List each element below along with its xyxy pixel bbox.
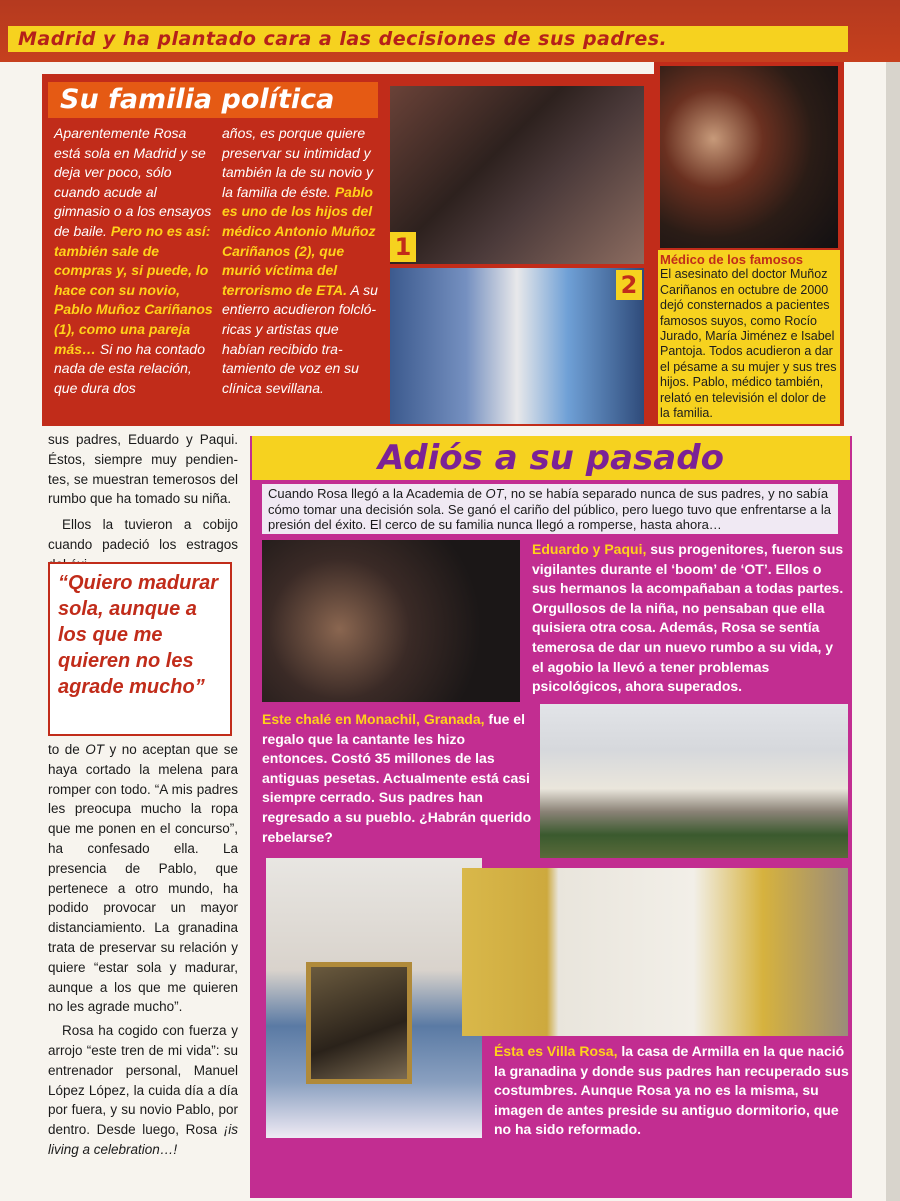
left-p3-rest: y no aceptan que se haya cortado la melena para romper con todo. “A mis padres les preocupa mucho la ropa que me ponen en el concurso”, ha confesado ella. La presencia de Pablo, que pertenece a otro mundo, ha podido provocar un mayor distanciamiento. La granadina trata de preservar su relación y quiere “estar sola y madurar, aunque a los que me quieren no les agrade mucho”. bbox=[48, 742, 239, 1015]
intro-start: Cuando Rosa llegó a la Academia de bbox=[268, 486, 486, 501]
framed-portrait bbox=[306, 962, 412, 1084]
left-paragraph-2: Ellos la tuvieron a cobijo cuando padeció los estragos bbox=[48, 517, 238, 552]
left-p3-start: to de bbox=[48, 742, 86, 757]
eduardo-lead: Eduardo y Paqui, bbox=[532, 541, 647, 557]
eduardo-caption bbox=[532, 540, 844, 697]
adios-intro bbox=[262, 484, 838, 534]
chalet-photo bbox=[540, 704, 848, 858]
familia-title: Su familia política bbox=[48, 82, 378, 118]
intro-ot: OT bbox=[485, 486, 504, 501]
familia-col1-text-a: Aparentemente Rosa está sola en Madrid y se deja ver poco, sólo cuando acude al gimnasio o a los ensayos de baile. bbox=[54, 125, 212, 239]
left-p4-italic: ¡is living a celebration…! bbox=[48, 1122, 238, 1157]
parents-photo bbox=[262, 540, 520, 702]
left-p4-text: Rosa ha cogido con fuerza y arrojo “este tren de mi vida”: su entrenador personal, Manuel López López, la cuida día a día por fuera, y su novio Pablo, por dentro. Desde luego, Rosa bbox=[48, 1023, 238, 1138]
familia-col2-highlight: Pablo es uno de los hijos del médico Antonio Muñoz Cariñanos (2), que murió víctima del terrorismo de ETA. bbox=[222, 183, 376, 298]
familia-col2-text-a: años, es porque quiere preservar su intimidad y también la de su novio y la familia de éste. bbox=[222, 125, 373, 200]
pull-quote: “Quiero madurar sola, aunque a los que me quieren no les agrade mucho” bbox=[48, 562, 232, 736]
chalet-text: fue el regalo que la cantante les hizo entonces. Costó 35 millones de las antiguas pesetas. Actualmente está casi siempre cerrado. Sus padres han regresado a su pueblo. ¿Habrán querido rebelarse? bbox=[262, 711, 532, 845]
familia-column-2 bbox=[222, 124, 384, 398]
familia-col1-highlight: Pero no es así: también sale de compras y, si puede, lo hace con su novio, Pablo Muñoz Cariñanos (1), como una pareja más… bbox=[54, 222, 213, 357]
left-paragraph-3 bbox=[48, 740, 238, 1017]
adios-title: Adiós a su pasado bbox=[252, 436, 850, 480]
villa-caption bbox=[494, 1042, 850, 1140]
familia-col1-text-c: Si no ha contado nada de esta relación, que dura dos bbox=[54, 340, 206, 396]
left-paragraph-4 bbox=[48, 1021, 238, 1160]
villa-text: la casa de Armilla en la que nació la granadina y donde sus padres han recuperado sus costumbres. Aunque Rosa ya no es la misma, su imagen de antes preside su antiguo dormitorio, que no ha sido reformado. bbox=[494, 1043, 849, 1138]
eduardo-text: sus progenitores, fueron sus vigilantes durante el ‘boom’ de ‘OT’. Ellos o sus hermanos la acompañaban a todas partes. Orgullosos de la niña, no pensaban que ella quisiera otra cosa. Además, Rosa se sentía temerosa de dar un nuevo rumbo a su vida, y el agobio la llevó a tener problemas psicológicos, ahora superados. bbox=[532, 541, 844, 695]
villa-rosa-photo bbox=[462, 868, 848, 1036]
medico-title: Médico de los famosos bbox=[660, 252, 804, 267]
top-band bbox=[0, 0, 900, 62]
left-column-bottom bbox=[48, 740, 238, 1160]
medico-photo bbox=[660, 66, 838, 248]
left-p3-ot: OT bbox=[85, 742, 104, 757]
chalet-lead: Este chalé en Monachil, Granada, bbox=[262, 711, 485, 727]
left-paragraph-1: sus padres, Eduardo y Paqui. Éstos, siempre muy pendientes, se muestran temerosos del rumbo que ha tomado su niña. bbox=[48, 432, 238, 507]
photo-number-badge-1: 1 bbox=[390, 232, 416, 262]
medico-caption bbox=[658, 250, 840, 424]
left-column-top bbox=[48, 430, 238, 575]
doctors-photo bbox=[390, 268, 644, 424]
chalet-caption bbox=[262, 710, 532, 847]
familia-column-1 bbox=[54, 124, 214, 398]
villa-lead: Ésta es Villa Rosa, bbox=[494, 1043, 618, 1059]
medico-text: El asesinato del doctor Muñoz Cariñanos en octubre de 2000 dejó consternados a pacientes famosos suyos, como Rocío Jurado, María Jiménez e Isabel Pantoja. Todos acudieron a dar el pésame a su mujer y sus tres hijos. Pablo, médico también, relató en televisión el dolor de la familia. bbox=[660, 267, 837, 421]
photo-number-badge-2: 2 bbox=[616, 270, 642, 300]
page-edge bbox=[886, 62, 900, 1201]
intro-rest: , no se había separado nunca de sus padres, y no sabía cómo tomar una decisión sola. Se ganó el cariño del público, pero luego tuvo que enfrentarse a la presión del éxito. El cerco de su familia nunca llegó a romperse, hasta ahora… bbox=[268, 486, 831, 533]
familia-col2-text-c: A su entierro acudieron folclóricas y artistas que habían recibido tratamiento de voz en su clínica sevillana. bbox=[222, 281, 378, 396]
header-strip: Madrid y ha plantado cara a las decisiones de sus padres. bbox=[8, 26, 848, 52]
couple-photo bbox=[390, 86, 644, 264]
